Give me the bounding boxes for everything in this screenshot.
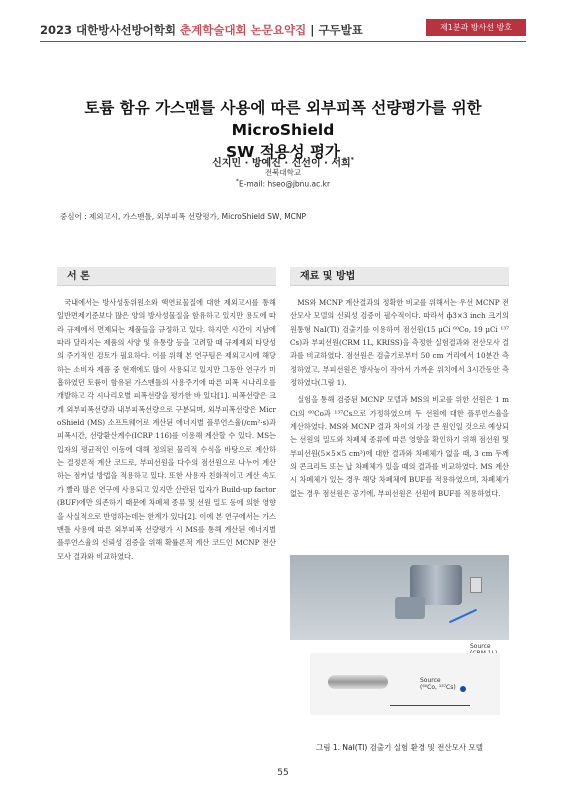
email-mark: * — [235, 178, 240, 185]
volume-source-photo — [470, 577, 482, 593]
source-label-bottom — [420, 677, 456, 691]
conference-accent: 춘계학술대회 논문요약집 — [180, 23, 307, 37]
title-line-1: 토륨 함유 가스맨틀 사용에 따른 외부피폭 선량평가를 위한 MicroShield — [84, 99, 482, 139]
distance-line — [390, 705, 470, 706]
page-number: 55 — [277, 768, 289, 778]
detector-body-photo — [395, 597, 425, 619]
email-line — [0, 178, 566, 189]
session-type: 구두발표 — [318, 23, 363, 37]
conference-header — [40, 22, 363, 38]
source-label-bottom-text: Source — [420, 677, 441, 684]
affiliation: 전북대학교 — [264, 168, 302, 177]
methods-paragraph-2: 실험을 통해 검증된 MCNP 모델과 MS의 비교를 위한 선원은 1 mCi의 ⁶⁰Co과 ¹³⁷Cs으로 가정하였으며 두 선원에 대한 플루언스율을 계산하였다. MS와 MCNP 결과 차이의 가장 큰 원인일 것으로 예상되는 선원의 밀도와 차폐체 종류에 따른 영향을 확인하기 위해 점선원 및 부피선원(5×5×5 cm³)에 대한 결과와 차폐체가 없을 때, 3 cm 두께의 콘크리트 또는 납 차폐체가 있을 때의 결과를 비교하였다. MS 계산 시 차폐체가 있는 경우 해당 차폐체에 BUF를 적용하였으며, 차폐체가 없는 경우 점선원은 공기에, 부피선원은 선원에 BUF를 적용하였다. — [290, 395, 509, 498]
detector-model — [328, 675, 388, 689]
methods-heading: 재료 및 방법 — [290, 267, 509, 286]
corresponding-mark: * — [350, 156, 354, 164]
intro-heading: 서 론 — [57, 267, 276, 286]
methods-body — [290, 296, 509, 500]
keywords: 중심어 : 제외고시, 가스맨틀, 외부피폭 선량평가, MicroShield SW, MCNP — [60, 212, 307, 221]
figure-1 — [290, 555, 509, 733]
source-label-bottom-sub: (⁶⁰Co, ¹³⁷Cs) — [420, 684, 456, 691]
source-label-top-text: Source — [470, 643, 491, 650]
intro-paragraph: 국내에서는 방사성동위원소와 핵연료물질에 대한 제외고시를 통해 일반면제기준보다 많은 양의 방사성물질을 함유하고 있지만 용도에 따라 규제에서 면제되는 제품들을 규정하고 있다. 하지만 시간이 지남에 따라 달라지는 제품의 사양 및 유통량 등을 고려할 때 규제제외 타당성의 주기적인 검토가 필요하다. 이를 위해 본 연구팀은 제외고시에 해당하는 소비자 제품 중 현재에도 많이 사용되고 있지만 그동안 연구가 미흡하였던 토륨이 함유된 가스맨틀의 사용주기에 따른 피폭 시나리오를 개발하고 각 시나리오별 피폭선량을 평가한 바 있다[1]. 피폭선량은 크게 외부피폭선량과 내부피폭선량으로 구분되며, 외부피폭선량은 MicroShield (MS) 소프트웨어로 계산된 에너지별 플루언스율(/cm²·s)과 피폭시간, 선량환산계수(ICRP 116)를 이용해 계산할 수 있다. MS는 입자의 평균적인 이동에 대해 정의된 물리적 수식을 바탕으로 계산하는 결정론적 계산 코드로, 부피선원을 다수의 점선원으로 나누어 계산하는 점커널 방법을 적용하고 있다. 또한 사용자 친화적이고 계산 속도가 빨라 많은 연구에 사용되고 있지만 산란된 입자가 Build-up factor (BUF)에만 의존하기 때문에 차폐체 종류 및 선원 밀도 등에 의한 영향을 사실적으로 반영하는데는 한계가 있다[2]. 이에 본 연구에서는 가스맨틀 사용에 따른 외부피폭 선량평가 시 MS를 통해 계산된 에너지별 플루언스율의 신뢰성 검증을 위해 확률론적 계산 코드인 MCNP 전산모사 결과와 비교하였다. — [57, 298, 276, 561]
header-separator: | — [306, 23, 319, 37]
email: E-mail: hseo@jbnu.ac.kr — [239, 179, 331, 189]
point-source-model — [460, 686, 466, 692]
author-list: 신지민 · 방예진 · 신선이 · 서희 — [212, 158, 351, 169]
title-line-2: SW 적용성 평가 — [226, 143, 340, 161]
session-tag: 제1분과 방사선 방호 — [426, 19, 526, 36]
figure-caption: 그림 1. NaI(Tl) 검출기 실험 환경 및 전산모사 모델 — [315, 743, 484, 752]
conference-name: 2023 대한방사선방어학회 — [40, 23, 176, 37]
header-divider — [40, 41, 526, 42]
methods-paragraph-1: MS와 MCNP 계산결과의 정확한 비교를 위해서는 우선 MCNP 전산모사 모델의 신뢰성 검증이 필수적이다. 따라서 ф3×3 inch 크기의 원통형 NaI(Tl) 검출기를 이용하여 점선원(15 μCi ⁶⁰Co, 19 μCi ¹³⁷Cs)과 부피선원(CRM 1L, KRISS)을 측정한 실험결과와 전산모사 결과를 비교하였다. 점선원은 검출기로부터 50 cm 거리에서 10분간 측정하였고, 부피선원은 방사능이 작아서 가까운 위치에서 3시간동안 측정하였다(그림 1). — [290, 298, 509, 388]
